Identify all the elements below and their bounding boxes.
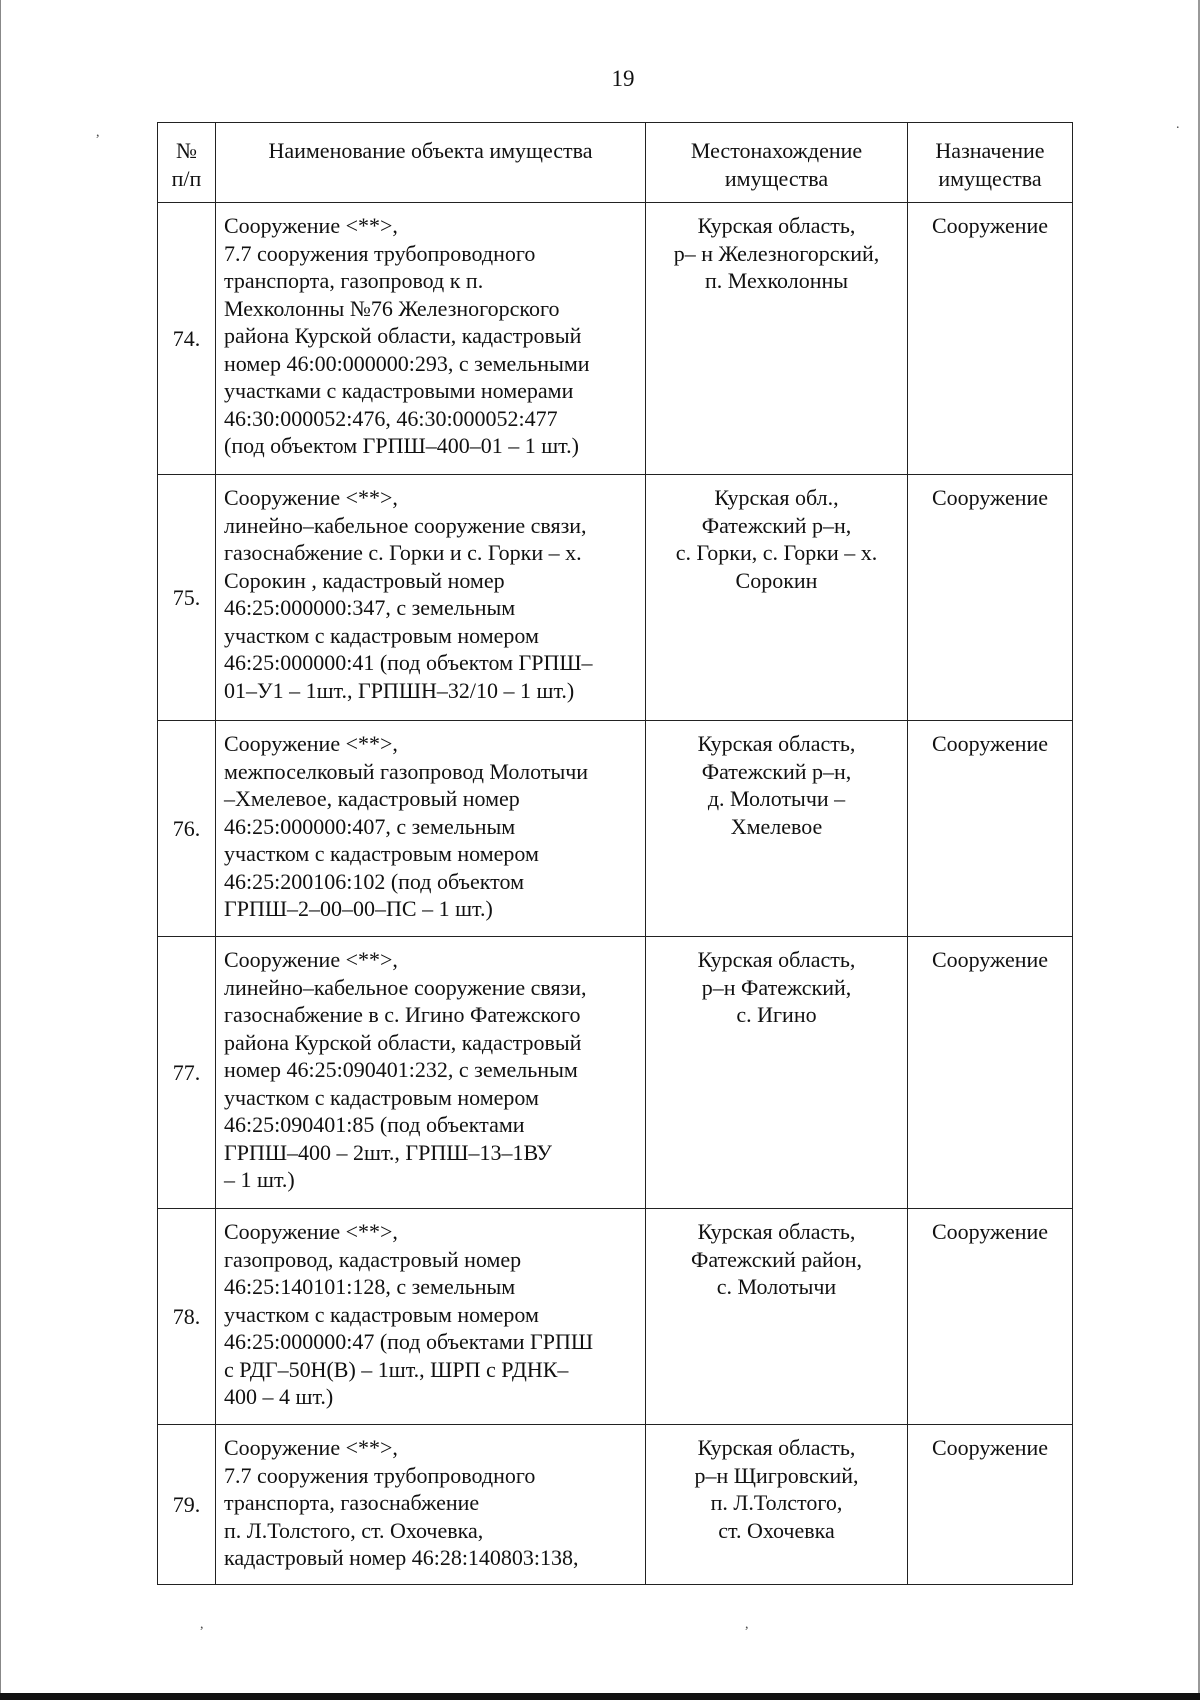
object-name-line: (под объектом ГРПШ–400–01 – 1 шт.) xyxy=(224,433,579,458)
header-location-line: имущества xyxy=(724,165,829,191)
object-name-cell xyxy=(216,1425,646,1585)
row-number: 76. xyxy=(158,721,216,937)
property-table xyxy=(157,122,1073,1585)
purpose-cell: Сооружение xyxy=(908,203,1073,475)
object-name-line: газоснабжение в с. Игино Фатежского xyxy=(224,1002,581,1027)
table-row xyxy=(158,937,1073,1209)
object-name-line: Сооружение <**>, xyxy=(224,947,398,972)
location-line: Фатежский р–н, xyxy=(701,512,852,538)
location-line: Курская область, xyxy=(697,213,856,238)
object-name-line: района Курской области, кадастровый xyxy=(224,323,582,348)
object-name-line: Мехколонны №76 Железногорского xyxy=(224,295,560,321)
location-line: Фатежский р–н, xyxy=(701,758,852,784)
row-number: 75. xyxy=(158,475,216,721)
location-line: с. Горки, с. Горки – х. xyxy=(675,540,878,565)
purpose-cell: Сооружение xyxy=(908,721,1073,937)
location-line: Фатежский район, xyxy=(690,1246,863,1272)
header-purpose xyxy=(908,123,1073,203)
object-name-line: 7.7 сооружения трубопроводного xyxy=(224,240,536,266)
page-number: 19 xyxy=(611,66,635,91)
scan-left-edge xyxy=(0,0,1,1700)
header-location xyxy=(646,123,908,203)
location-cell xyxy=(646,203,908,475)
location-line: п. Мехколонны xyxy=(704,268,849,293)
table-row xyxy=(158,203,1073,475)
object-name-line: – 1 шт.) xyxy=(224,1167,295,1192)
object-name-line: района Курской области, кадастровый xyxy=(224,1029,582,1055)
object-name-line: номер 46:25:090401:232, с земельным xyxy=(224,1057,578,1082)
header-name xyxy=(216,123,646,203)
table-row xyxy=(158,1209,1073,1425)
location-cell xyxy=(646,1209,908,1425)
purpose-cell: Сооружение xyxy=(908,1425,1073,1585)
location-line: Курская обл., xyxy=(714,485,839,510)
row-number: 78. xyxy=(158,1209,216,1425)
location-line: р–н Фатежский, xyxy=(701,974,852,1000)
object-name-line: с РДГ–50Н(В) – 1шт., ШРП с РДНК– xyxy=(224,1356,569,1382)
object-name-line: кадастровый номер 46:28:140803:138, xyxy=(224,1545,579,1570)
location-line: ст. Охочевка xyxy=(718,1517,835,1543)
purpose-cell: Сооружение xyxy=(908,475,1073,721)
location-cell xyxy=(646,475,908,721)
location-line: Курская область, xyxy=(697,731,856,756)
object-name-line: номер 46:00:000000:293, с земельными xyxy=(224,350,590,376)
location-cell xyxy=(646,937,908,1209)
location-line: п. Л.Толстого, xyxy=(710,1490,843,1515)
object-name-line: Сорокин , кадастровый номер xyxy=(224,567,505,593)
object-name-line: Сооружение <**>, xyxy=(224,485,398,510)
object-name-line: 01–У1 – 1шт., ГРПШН–32/10 – 1 шт.) xyxy=(224,677,575,703)
object-name-line: 400 – 4 шт.) xyxy=(224,1384,334,1409)
scan-speck: , xyxy=(745,1617,749,1632)
header-number-line: п/п xyxy=(171,165,202,191)
object-name-line: Сооружение <**>, xyxy=(224,1219,398,1244)
location-line: Курская область, xyxy=(697,1219,856,1244)
object-name-line: п. Л.Толстого, ст. Охочевка, xyxy=(224,1517,484,1543)
header-number-line: № xyxy=(176,137,197,163)
location-line: р– н Железногорский, xyxy=(673,240,880,266)
object-name-line: линейно–кабельное сооружение связи, xyxy=(224,512,587,538)
location-line: Курская область, xyxy=(697,1435,856,1460)
location-line: Сорокин xyxy=(735,567,818,593)
object-name-line: Сооружение <**>, xyxy=(224,731,398,756)
object-name-line: участком с кадастровым номером xyxy=(224,1084,539,1110)
object-name-line: 46:25:140101:128, с земельным xyxy=(224,1274,516,1299)
purpose-cell: Сооружение xyxy=(908,937,1073,1209)
header-purpose-line: Назначение xyxy=(935,138,1045,163)
location-cell xyxy=(646,1425,908,1585)
location-line: с. Игино xyxy=(736,1002,817,1027)
object-name-cell xyxy=(216,937,646,1209)
header-purpose-line: имущества xyxy=(938,165,1042,191)
object-name-line: линейно–кабельное сооружение связи, xyxy=(224,974,587,1000)
object-name-line: ГРПШ–2–00–00–ПС – 1 шт.) xyxy=(224,896,493,921)
object-name-line: участком с кадастровым номером xyxy=(224,841,539,866)
object-name-line: Сооружение <**>, xyxy=(224,1435,398,1460)
location-line: с. Молотычи xyxy=(716,1274,837,1299)
object-name-line: межпоселковый газопровод Молотычи xyxy=(224,758,589,784)
location-cell xyxy=(646,721,908,937)
object-name-line: 46:25:000000:407, с земельным xyxy=(224,813,516,839)
location-line: Хмелевое xyxy=(730,813,823,839)
object-name-line: –Хмелевое, кадастровый номер xyxy=(224,786,520,811)
object-name-cell xyxy=(216,203,646,475)
scan-speck: , xyxy=(200,1617,204,1632)
location-line: р–н Щигровский, xyxy=(694,1462,859,1488)
object-name-line: газопровод, кадастровый номер xyxy=(224,1246,522,1272)
table-row xyxy=(158,721,1073,937)
row-number: 79. xyxy=(158,1425,216,1585)
object-name-line: 7.7 сооружения трубопроводного xyxy=(224,1462,536,1488)
object-name-cell xyxy=(216,1209,646,1425)
object-name-line: газоснабжение с. Горки и с. Горки – х. xyxy=(224,540,582,565)
object-name-line: Сооружение <**>, xyxy=(224,213,398,238)
header-number xyxy=(158,123,216,203)
object-name-line: 46:25:000000:47 (под объектами ГРПШ xyxy=(224,1329,594,1354)
location-line: д. Молотычи – xyxy=(707,786,846,811)
purpose-cell: Сооружение xyxy=(908,1209,1073,1425)
object-name-line: транспорта, газопровод к п. xyxy=(224,268,484,293)
object-name-line: 46:25:090401:85 (под объектами xyxy=(224,1112,525,1137)
table-row xyxy=(158,475,1073,721)
object-name-cell xyxy=(216,721,646,937)
object-name-cell xyxy=(216,475,646,721)
property-table-container xyxy=(157,122,1073,1585)
object-name-line: участками с кадастровыми номерами xyxy=(224,378,574,403)
object-name-line: 46:25:200106:102 (под объектом xyxy=(224,868,525,894)
table-row xyxy=(158,1425,1073,1585)
scan-speck: . xyxy=(1176,117,1180,132)
table-header-row xyxy=(158,123,1073,203)
object-name-line: транспорта, газоснабжение xyxy=(224,1490,480,1515)
scan-bottom-edge xyxy=(0,1693,1200,1700)
header-location-line: Местонахождение xyxy=(690,138,863,163)
object-name-line: участком с кадастровым номером xyxy=(224,622,539,648)
row-number: 74. xyxy=(158,203,216,475)
location-line: Курская область, xyxy=(697,947,856,972)
scan-speck: , xyxy=(96,125,100,140)
object-name-line: участком с кадастровым номером xyxy=(224,1301,539,1327)
object-name-line: 46:25:000000:41 (под объектом ГРПШ– xyxy=(224,650,593,675)
header-name-line: Наименование объекта имущества xyxy=(268,138,593,163)
object-name-line: ГРПШ–400 – 2шт., ГРПШ–13–1ВУ xyxy=(224,1139,552,1165)
object-name-line: 46:25:000000:347, с земельным xyxy=(224,595,516,620)
object-name-line: 46:30:000052:476, 46:30:000052:477 xyxy=(224,405,558,431)
row-number: 77. xyxy=(158,937,216,1209)
